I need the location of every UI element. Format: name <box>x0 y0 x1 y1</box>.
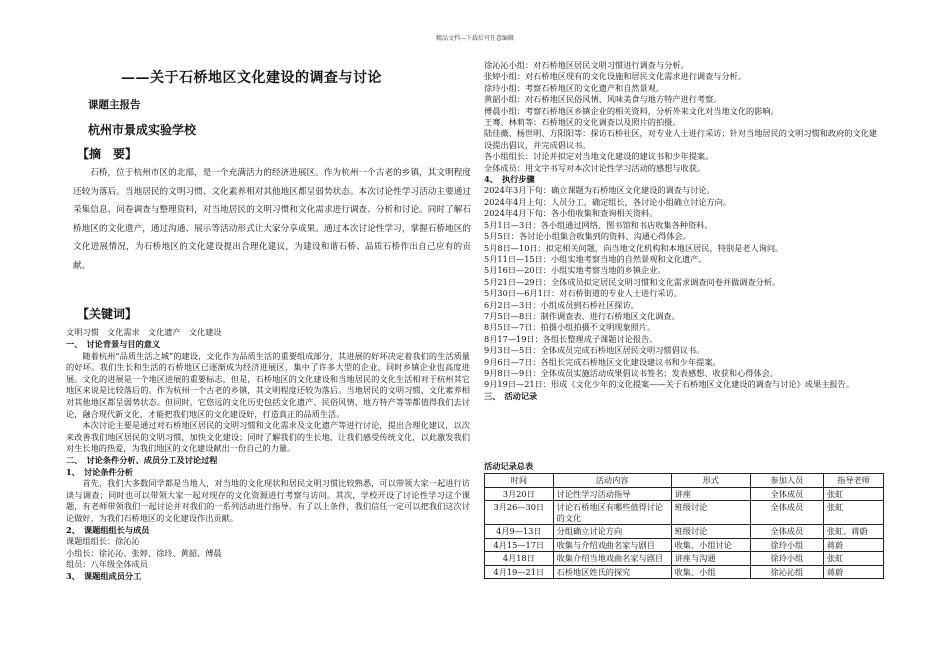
table-row <box>485 487 884 501</box>
table-row <box>485 501 884 525</box>
text-line: 王骞、林莉等：石桥地区的文化调查以及照片的拍摄。 <box>484 117 681 128</box>
table-row <box>485 552 884 566</box>
paragraph: 随着杭州“品质生活之城”的建设，文化作为品质生活的重要组成部分，其进展的好坏决定着我们的生活质量的好坏。我们生长和生活的石桥地区已逐渐成为经济进展区，集中了许多大型的企业，同时乡镇企业也高度进展。文化的进展是一个地区进展的重要标志，但是，石桥地区的文化建设和当地居民的文化生活相对于杭州其它地区来说是比较落后的。作为杭州一个古老的乡镇，其文明程度还较为落后。当地居民的文明习惯、文化素养相对其他地区都呈弱势状态。但同时，它悠远的文化历史包括文化遗产、民俗风情、地方特产等等都值得我们去讨论，融合现代新文化，才能把我们地区的文化建设好，打造真正的品质生活。 <box>66 350 470 419</box>
activity-table-wrapper <box>484 461 884 579</box>
section-heading: 一、 讨论背景与目的意义 <box>66 339 161 349</box>
table-cell: 全体成员 <box>750 501 823 525</box>
school-name: 杭州市景成实验学校 <box>88 123 197 137</box>
column-header: 活动内容 <box>553 474 671 488</box>
table-cell: 讨论性学习活动指导 <box>553 487 671 501</box>
table-cell: 张虹 <box>823 487 883 501</box>
column-header: 参加人员 <box>750 474 823 488</box>
column-header: 指导老师 <box>823 474 883 488</box>
text-line: 8月17—19日：各组长整理成子课题讨论报告。 <box>484 333 658 344</box>
text-line: 5月21日—29日：全体成员拟定居民文明习惯和文化需求调查问卷并做调查分析。 <box>484 276 781 287</box>
text-line: 徐玲小组：考察石桥地区的文化遗产和自然景观。 <box>484 82 665 93</box>
subsection-heading: 2、 课题组组长与成员 <box>66 524 150 535</box>
table-row <box>485 525 884 539</box>
text-line: 小组长：徐沁沁、张婷、徐玲、黄韶、傅晨 <box>66 547 222 558</box>
table-row <box>485 538 884 552</box>
table-cell: 班级讨论 <box>671 501 750 525</box>
table-cell: 石桥地区姓氏的探究 <box>553 565 671 579</box>
table-cell: 讨论石桥地区有哪些值得讨论的文化 <box>553 501 671 525</box>
text-line: 张婷小组：对石桥地区现有的文化设施和居民文化需求进行调查与分析。 <box>484 71 747 82</box>
table-cell: 收集与介绍戏曲名家与剧目 <box>553 538 671 552</box>
section-heading: 三、 活动记录 <box>484 390 538 401</box>
table-cell: 分组确立讨论方向 <box>553 525 671 539</box>
table-row <box>485 565 884 579</box>
text-line: 5月5日：各讨论小组集合收集到的资料、沟通心得体会。 <box>484 231 691 242</box>
column-header: 时间 <box>485 474 554 488</box>
table-cell: 徐玲小组 <box>750 552 823 566</box>
left-column-body <box>66 339 470 582</box>
table-cell: 张虹 <box>823 501 883 525</box>
subsection-heading: 4、 执行步骤 <box>484 174 535 185</box>
paragraph: 本次讨论主要是通过对石桥地区居民的文明习惯和文化需求及文化遗产等进行讨论，提出合理化建议，以次来改善我们地区居民的文明习惯，加快文化建设；同时了解我们的生长地，让我们感受传统文化，以此激发我们对生长地的热爱，为我们地区的文化建设献出一份自己的力量。 <box>66 420 470 454</box>
abstract-heading: 【摘 要】 <box>77 147 138 161</box>
page-title: ——关于石桥地区文化建设的调查与讨论 <box>121 70 382 86</box>
text-line: 9月8日—9日：全体成员实施活动成果倡议书签名；发表感想、收获和心得体会。 <box>484 367 779 378</box>
table-cell: 收集、小组讨论 <box>671 538 750 552</box>
table-cell: 4月9—13日 <box>485 525 554 539</box>
text-line: 课题组组长：徐沁沁 <box>66 536 140 547</box>
text-line: 徐沁沁小组：对石桥地区居民文明习惯进行调查与分析。 <box>484 60 689 70</box>
table-cell: 4月15—17日 <box>485 538 554 552</box>
text-line: 陆佳薇、杨世明、方阳阳等：探访石桥社区，对专业人士进行采访；针对当地居民的文明习惯和政府的文化建设提出倡议，并完成倡议书。 <box>484 128 878 150</box>
table-cell: 全体成员 <box>750 487 823 501</box>
text-line: 8月5日—7日：拍摄小组拍摄不文明现象照片。 <box>484 322 656 333</box>
text-line: 2024年3月下旬：确立课题为石桥地区文化建设的调查与讨论。 <box>484 185 715 196</box>
table-cell: 班级讨论 <box>671 525 750 539</box>
table-cell: 4月19—21日 <box>485 565 554 579</box>
table-cell: 讲座 <box>671 487 750 501</box>
text-line: 9月3日—5日：全体成员完成石桥地区居民文明习惯倡议书。 <box>484 345 705 356</box>
paragraph: 首先，我们大多数同学都是当地人，对当地的文化现状和居民文明习惯比较熟悉，可以带领大家一起进行访谈与调查；同时也可以带领大家一起对现存的文化资源进行考察与访问。其次，学校开设了讨论性学习这个课题，有老师带领我们一起讨论并对我们的一系列活动进行指导。有了以上条件，我们信任一定可以把我们这次讨论做好，为我们石桥地区的文化建设作出贡献。 <box>66 478 470 523</box>
text-line: 2024年4月上旬：人员分工，确定组长，各讨论小组确立讨论方向。 <box>484 196 732 207</box>
text-line: 5月11日—15日：小组实地考察当地的自然景观和文化遗产。 <box>484 253 707 264</box>
table-cell: 收集、小组 <box>671 565 750 579</box>
table-cell: 4月18日 <box>485 552 554 566</box>
table-title: 活动记录总表 <box>484 461 534 471</box>
table-cell: 徐玲小组 <box>750 538 823 552</box>
keywords-list: 文明习惯 文化需求 文化遗产 文化建设 <box>66 327 222 337</box>
table-header-row <box>485 474 884 488</box>
text-line: 5月1日—3日：各小组通过网络、图书馆和书店收集各种资料。 <box>484 219 713 230</box>
text-line: 黄韶小组：对石桥地区民俗风情、风味美食与地方特产进行考察。 <box>484 94 722 105</box>
text-line: 全体成员：用文字书写对本次讨论性学习活动的感想与收获。 <box>484 162 706 173</box>
text-line: 5月8日—10日：拟定相关问题，向当地文化机构和本地区居民，特别是老人询问。 <box>484 242 784 253</box>
text-line: 各小组组长：讨论并拟定对当地文化建设的建议书和少年提案。 <box>484 151 714 162</box>
section-heading: 二、 讨论条件分析、成员分工及讨论过程 <box>66 454 218 465</box>
table-cell: 徐沁沁组 <box>750 565 823 579</box>
text-line: 5月30日—6月1日：对石桥街道的专业人士进行采访。 <box>484 288 682 299</box>
subsection-heading: 3、 课题组成员分工 <box>66 570 142 581</box>
text-line: 9月6日—7日：各组长完成石桥地区文化建设建议书和少年提案。 <box>484 356 721 367</box>
table-cell: 张虹 <box>823 552 883 566</box>
abstract-text: 石桥，位于杭州市区的北部，是一个充满活力的经济进展区。作为杭州一个古老的乡镇，其文明程度还较为落后。当地居民的文明习惯、文化素养相对其他地区都呈弱势状态。本次讨论性学习活动主要通过采集信息、问卷调查与整理资料，对当地居民的文明习惯和文化需求进行调查、分析和讨论。同时了解石桥地区的文化遗产，通过沟通、展示等活动形式让大家分享成果。通过本次讨论性学习，掌握石桥地区的文化进展情况，为石桥地区的文化建设提出合理化建议，为建设和谐石桥、品质石桥作出自己应有的贡献。 <box>73 168 471 271</box>
text-line: 5月16日—20日：小组实地考察当地的乡镇企业。 <box>484 265 666 276</box>
keywords-heading: 【关键词】 <box>77 307 138 321</box>
text-line: 6月2日—3日：小组成员到石桥社区探访。 <box>484 299 639 310</box>
table-cell: 张虹、蒋蔚 <box>823 525 883 539</box>
column-header: 形式 <box>671 474 750 488</box>
table-cell: 3月20日 <box>485 487 554 501</box>
text-line: 组员：八年级全体成员 <box>66 559 148 570</box>
text-line: 7月5日—8日：制作调查表、进行石桥地区文化调查。 <box>484 310 680 321</box>
text-line: 9月19日—21日：形成《文化少年的文化提案——关于石桥地区文化建设的调查与讨论》成果主报告。 <box>484 379 854 390</box>
table-cell: 蒋蔚 <box>823 565 883 579</box>
table-cell: 收集介绍当地戏曲名家与剧目 <box>553 552 671 566</box>
report-subtitle: 课题主报告 <box>88 99 141 111</box>
text-line: 2024年4月下旬：各小组收集和查询相关资料。 <box>484 208 658 219</box>
text-line: 傅晨小组：考察石桥地区乡镇企业的相关资料，分析外来文化对当地文化的影响。 <box>484 105 779 116</box>
table-cell: 3月26—30日 <box>485 501 554 525</box>
activity-record-table <box>484 473 884 579</box>
right-column-body <box>484 60 884 402</box>
header-note: 精品文档---下载后可任意编辑 <box>435 35 515 42</box>
table-cell: 讲座与沟通 <box>671 552 750 566</box>
subsection-heading: 1、 讨论条件分析 <box>66 466 134 477</box>
table-cell: 全体成员 <box>750 525 823 539</box>
table-cell: 蒋蔚 <box>823 538 883 552</box>
